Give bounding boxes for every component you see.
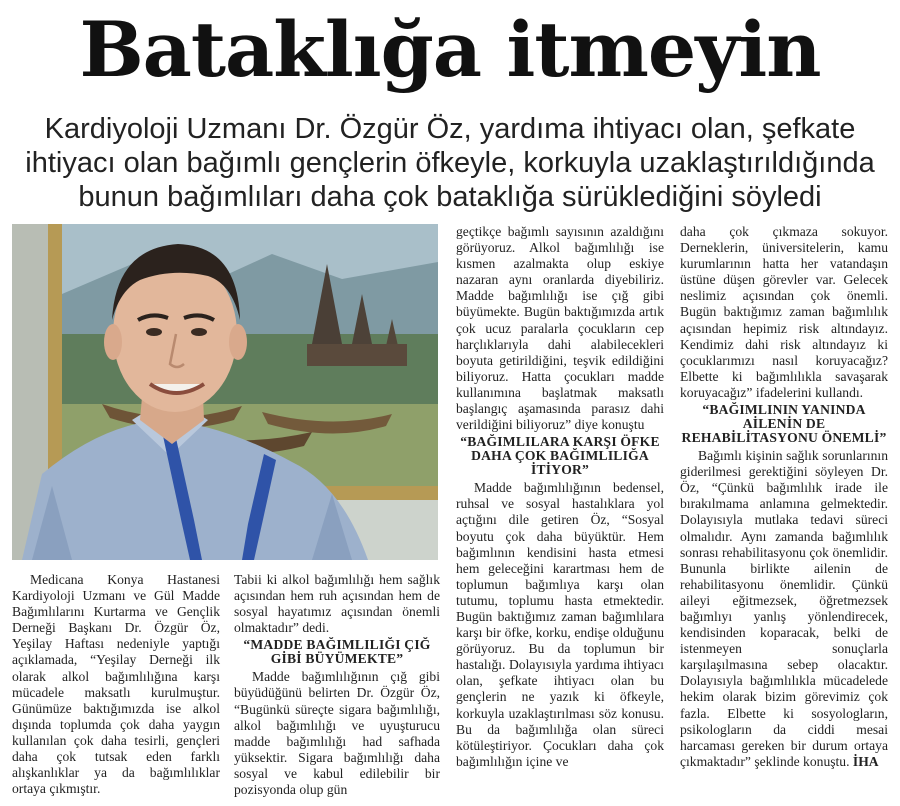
column-2	[234, 572, 440, 798]
column-3	[456, 224, 664, 770]
paragraph	[680, 448, 888, 770]
paragraph: Tabii ki alkol bağımlılığı hem sağlık açısından hem ruh açısından hem de sosyal hayatımız açısından önemli olmaktadır” dedi.	[234, 572, 440, 636]
paragraph-text: Bağımlı kişinin sağlık sorunlarının giderilmesi gerektiğini söyleyen Dr. Öz, “Çünkü bağımlılık irade ile bırakılmama anlamına gelmektedir. Dolayısıyla mutlaka tedavi süreci olmalıdır. Aynı zamanda bağımlılık sonrası rehabilitasyonu çok önemlidir. Bununla birlikte ailenin de rehabilitasyonu önemlidir. Çünkü aileyi eğitmezsek, öğretmezsek bağımlıyı yanlış yönlendirecek, kendisinden koparacak, belki de istenmeyen sonuçlarla karşılaşılmasına sebep olacaktır. Dolayısıyla bağımlılıkla mücadelede hekim olarak bizim görevimiz çok fazla. Elbette ki sosyologların, psikologların da ciddi mesai harcaması gereken bir durum ortaya çıkmaktadır” şeklinde konuştu.	[680, 448, 888, 769]
section-heading: “BAĞIMLININ YANINDA AİLENİN DE REHABİLİTASYONU ÖNEMLİ”	[681, 402, 887, 446]
paragraph: geçtikçe bağımlı sayısının azaldığını görüyoruz. Alkol bağımlılığı ise kısmen azalmakta olup eskiye nazaran aynı oranlarda diyebiliriz. Madde bağımlılığı ise çığ gibi büyümekte. Bugün baktığımızda artık çok ucuz paralarla çocukların cep harçlıklarıyla dahi alabilecekleri boyuta getirildiğini, teşvik edildiğini biliyoruz. Hatta çocukları madde kullanımına başlatmak maksatlı başlangıç aşamasında parasız dahi verildiğini biliyoruz” diye konuştu	[456, 224, 664, 433]
section-heading: “MADDE BAĞIMLILIĞI ÇIĞ GİBİ BÜYÜMEKTE”	[243, 637, 431, 667]
paragraph: Medicana Konya Hastanesi Kardiyoloji Uzmanı ve Gül Madde Bağımlılarını Kurtarma ve Gençlik Derneği Başkanı Dr. Özgür Öz, Yeşilay Haftası nedeniyle yaptığı açıklamada, “Yeşilay Derneği ilk olarak alkol bağımlılığına karşı mücadele maksatlı kurulmuştur. Günümüze baktığımızda ise alkol dışında toplumda çok daha yaygın kullanılan çok daha tesirli, gençleri daha çok tutsak eden farklı alışkanlıklar ya da bağımlılıklar ortaya çıkmıştır.	[12, 572, 220, 797]
column-4	[680, 224, 888, 770]
section-heading: “BAĞIMLILARA KARŞI ÖFKE DAHA ÇOK BAĞIMLILIĞA İTİYOR”	[460, 434, 660, 478]
column-1	[12, 572, 220, 797]
article-photo	[12, 224, 438, 560]
paragraph: Madde bağımlılığının bedensel, ruhsal ve sosyal hastalıklara yol açtığını dile getiren Öz, “Sosyal boyutu çok daha büyüktür. Hem bağımlının kendisini hasta etmesi hem geleceğini karartması hem de toplumun bağımlıya karşı olan tutumu, toplumu hasta etmektedir. Bugün baktığımız zaman bağımlılara karşı bir öfke, korku, endişe olduğunu görüyoruz. Bu da toplumun bir hastalığı. Dolayısıyla yardıma ihtiyacı olan, şefkate ihtiyacı olan bu gençlerin ne yazık ki öfkeyle, korkuyla uzaklaştırılması söz konusu. Bu da bağımlılığa olan süreci kötüleştiriyor. Çocukları daha çok bağımlılığın içine ve	[456, 480, 664, 769]
paragraph: daha çok çıkmaza sokuyor. Derneklerin, üniversitelerin, kamu kurumlarının hatta her vatandaşın üstüne düşen görevler var. Gelecek neslimiz açısından çok önemli. Bugün baktığımız zaman bağımlılık açısından hepimiz risk altındayız. Kendimiz dahi risk altındayız ki çocuklarımızı nasıl koruyacağız? Elbette ki bağımlılıkla savaşarak koruyacağız” ifadelerini kullandı.	[680, 224, 888, 400]
deck-subheadline: Kardiyoloji Uzmanı Dr. Özgür Öz, yardıma ihtiyacı olan, şefkate ihtiyacı olan bağımlı gençlerin öfkeyle, korkuyla uzaklaştırıldığında bunun bağımlıları daha çok bataklığa sürüklediğini söyledi	[25, 113, 875, 213]
news-agency-credit: İHA	[852, 753, 879, 769]
paragraph: Madde bağımlılığının çığ gibi büyüdüğünü belirten Dr. Özgür Öz, “Bugünkü süreçte sigara bağımlılığı, alkol bağımlılığı ve uyuşturucu madde bağımlılığı had safhada yüksektir. Sigara bağımlılığı daha sosyal ve kabul edilebilir bir pozisyonda olup gün	[234, 669, 440, 798]
headline: Bataklığa itmeyin	[79, 5, 821, 94]
